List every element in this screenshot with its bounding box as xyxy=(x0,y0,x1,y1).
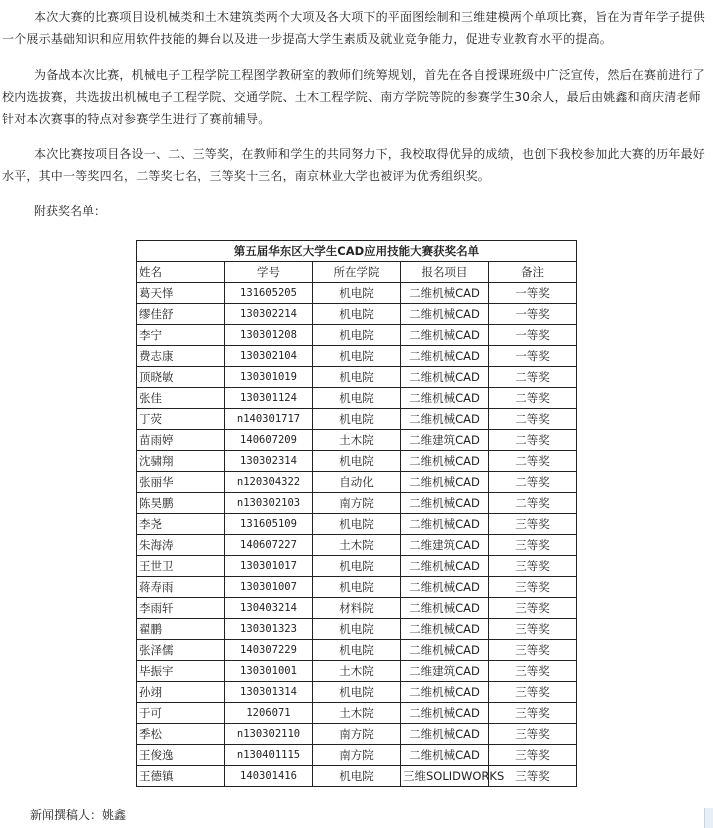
table-row xyxy=(137,619,577,640)
cell-name: 王世卫 xyxy=(137,556,225,577)
cell-name: 李尧 xyxy=(137,514,225,535)
header-student-id: 学号 xyxy=(225,262,313,283)
table-row xyxy=(137,388,577,409)
cell-student-id: 130301323 xyxy=(225,619,313,640)
cell-project: 二维机械CAD xyxy=(401,367,489,388)
cell-award: 一等奖 xyxy=(489,304,577,325)
cell-award: 二等奖 xyxy=(489,430,577,451)
cell-award: 二等奖 xyxy=(489,493,577,514)
header-project: 报名项目 xyxy=(401,262,489,283)
awards-table-container xyxy=(136,240,577,787)
table-header-row xyxy=(137,262,577,283)
cell-project: 二维机械CAD xyxy=(401,325,489,346)
cell-college: 机电院 xyxy=(313,766,401,787)
cell-name: 李宁 xyxy=(137,325,225,346)
cell-award: 三等奖 xyxy=(489,682,577,703)
cell-award: 二等奖 xyxy=(489,472,577,493)
cell-award: 一等奖 xyxy=(489,283,577,304)
cell-name: 朱海涛 xyxy=(137,535,225,556)
cell-project: 二维机械CAD xyxy=(401,472,489,493)
scroll-indicator[interactable] xyxy=(704,808,713,828)
table-row xyxy=(137,430,577,451)
cell-college: 自动化 xyxy=(313,472,401,493)
cell-college: 土木院 xyxy=(313,535,401,556)
cell-name: 丁荧 xyxy=(137,409,225,430)
cell-name: 王俊逸 xyxy=(137,745,225,766)
cell-college: 南方院 xyxy=(313,493,401,514)
header-name: 姓名 xyxy=(137,262,225,283)
cell-award: 三等奖 xyxy=(489,724,577,745)
cell-name: 孙翊 xyxy=(137,682,225,703)
cell-award: 三等奖 xyxy=(489,703,577,724)
cell-award: 一等奖 xyxy=(489,346,577,367)
cell-student-id: n130401115 xyxy=(225,745,313,766)
cell-name: 毕振宇 xyxy=(137,661,225,682)
cell-college: 机电院 xyxy=(313,451,401,472)
paragraph-preparation: 为备战本次比赛，机械电子工程学院工程图学教研室的教师们统筹规划，首先在各自授课班级中广泛宣传，然后在赛前进行了校内选拔赛，共选拔出机械电子工程学院、交通学院、土木工程学院、南方学院等院的参赛学生30余人，最后由姚鑫和商庆清老师针对本次赛事的特点对参赛学生进行了赛前辅导。 xyxy=(2,68,706,126)
cell-college: 机电院 xyxy=(313,556,401,577)
cell-college: 机电院 xyxy=(313,346,401,367)
cell-college: 机电院 xyxy=(313,367,401,388)
cell-project: 二维机械CAD xyxy=(401,493,489,514)
cell-name: 王德镇 xyxy=(137,766,225,787)
cell-college: 机电院 xyxy=(313,682,401,703)
cell-student-id: 130301017 xyxy=(225,556,313,577)
table-row xyxy=(137,451,577,472)
cell-award: 三等奖 xyxy=(489,514,577,535)
attachment-label: 附获奖名单： xyxy=(34,204,107,218)
cell-name: 季松 xyxy=(137,724,225,745)
table-row xyxy=(137,472,577,493)
table-row xyxy=(137,640,577,661)
table-row xyxy=(137,493,577,514)
cell-name: 顶晓敏 xyxy=(137,367,225,388)
cell-college: 机电院 xyxy=(313,619,401,640)
cell-student-id: 140607209 xyxy=(225,430,313,451)
cell-award: 二等奖 xyxy=(489,367,577,388)
cell-award: 三等奖 xyxy=(489,556,577,577)
cell-student-id: 130302314 xyxy=(225,451,313,472)
cell-student-id: 130302214 xyxy=(225,304,313,325)
cell-student-id: 140301416 xyxy=(225,766,313,787)
cell-student-id: 130301314 xyxy=(225,682,313,703)
cell-college: 机电院 xyxy=(313,577,401,598)
cell-name: 于可 xyxy=(137,703,225,724)
table-row xyxy=(137,745,577,766)
table-row xyxy=(137,766,577,787)
cell-student-id: 130403214 xyxy=(225,598,313,619)
paragraph-results: 本次比赛按项目各设一、二、三等奖，在教师和学生的共同努力下，我校取得优异的成绩，也创下我校参加此大赛的历年最好水平，其中一等奖四名，二等奖七名，三等奖十三名，南京林业大学也被评为优秀组织奖。 xyxy=(2,147,706,183)
cell-project: 二维机械CAD xyxy=(401,514,489,535)
cell-college: 土木院 xyxy=(313,703,401,724)
cell-college: 机电院 xyxy=(313,304,401,325)
cell-name: 李雨轩 xyxy=(137,598,225,619)
cell-college: 机电院 xyxy=(313,283,401,304)
cell-award: 三等奖 xyxy=(489,577,577,598)
table-row xyxy=(137,304,577,325)
cell-student-id: 130301124 xyxy=(225,388,313,409)
cell-project: 二维机械CAD xyxy=(401,388,489,409)
cell-award: 一等奖 xyxy=(489,325,577,346)
table-row xyxy=(137,535,577,556)
cell-student-id: 140607227 xyxy=(225,535,313,556)
cell-name: 张丽华 xyxy=(137,472,225,493)
cell-project: 二维机械CAD xyxy=(401,703,489,724)
cell-project: 二维机械CAD xyxy=(401,640,489,661)
cell-project: 二维机械CAD xyxy=(401,724,489,745)
cell-student-id: 131605205 xyxy=(225,283,313,304)
header-college: 所在学院 xyxy=(313,262,401,283)
cell-award: 二等奖 xyxy=(489,451,577,472)
cell-project: 二维建筑CAD xyxy=(401,430,489,451)
cell-project: 二维机械CAD xyxy=(401,682,489,703)
cell-college: 南方院 xyxy=(313,745,401,766)
cell-project: 二维机械CAD xyxy=(401,346,489,367)
cell-student-id: n120304322 xyxy=(225,472,313,493)
cell-award: 三等奖 xyxy=(489,745,577,766)
cell-student-id: 1206071 xyxy=(225,703,313,724)
cell-project: 二维机械CAD xyxy=(401,283,489,304)
cell-student-id: 140307229 xyxy=(225,640,313,661)
cell-student-id: 130301019 xyxy=(225,367,313,388)
cell-student-id: n140301717 xyxy=(225,409,313,430)
paragraph-intro: 本次大赛的比赛项目设机械类和土木建筑类两个大项及各大项下的平面图绘制和三维建模两个单项比赛，旨在为青年学子提供一个展示基础知识和应用软件技能的舞台以及进一步提高大学生素质及就业竞争能力，促进专业教育水平的提高。 xyxy=(2,10,706,46)
cell-award: 三等奖 xyxy=(489,661,577,682)
table-row xyxy=(137,724,577,745)
cell-name: 缪佳舒 xyxy=(137,304,225,325)
cell-name: 陈昊鹏 xyxy=(137,493,225,514)
cell-name: 费志康 xyxy=(137,346,225,367)
table-row xyxy=(137,409,577,430)
table-title: 第五届华东区大学生CAD应用技能大赛获奖名单 xyxy=(137,241,577,262)
cell-name: 葛天怿 xyxy=(137,283,225,304)
cell-project: 二维机械CAD xyxy=(401,745,489,766)
cell-name: 张泽儒 xyxy=(137,640,225,661)
cell-project: 三维SOLIDWORKS xyxy=(401,766,489,787)
cell-award: 三等奖 xyxy=(489,766,577,787)
cell-project: 二维机械CAD xyxy=(401,409,489,430)
cell-student-id: n130302110 xyxy=(225,724,313,745)
cell-award: 二等奖 xyxy=(489,388,577,409)
cell-college: 材料院 xyxy=(313,598,401,619)
cell-name: 蒋寿雨 xyxy=(137,577,225,598)
cell-college: 机电院 xyxy=(313,640,401,661)
cell-project: 二维机械CAD xyxy=(401,304,489,325)
news-author: 新闻撰稿人：姚鑫 xyxy=(30,808,127,822)
cell-award: 三等奖 xyxy=(489,640,577,661)
table-title-row xyxy=(137,241,577,262)
cell-college: 土木院 xyxy=(313,661,401,682)
cell-student-id: 131605109 xyxy=(225,514,313,535)
table-row xyxy=(137,325,577,346)
table-row xyxy=(137,682,577,703)
cell-student-id: 130301208 xyxy=(225,325,313,346)
cell-student-id: 130301007 xyxy=(225,577,313,598)
cell-college: 机电院 xyxy=(313,325,401,346)
cell-project: 二维机械CAD xyxy=(401,451,489,472)
cell-award: 三等奖 xyxy=(489,598,577,619)
cell-name: 张佳 xyxy=(137,388,225,409)
cell-project: 二维建筑CAD xyxy=(401,535,489,556)
cell-project: 二维机械CAD xyxy=(401,619,489,640)
table-row xyxy=(137,598,577,619)
cell-college: 土木院 xyxy=(313,430,401,451)
cell-student-id: n130302103 xyxy=(225,493,313,514)
cell-project: 二维机械CAD xyxy=(401,598,489,619)
cell-student-id: 130302104 xyxy=(225,346,313,367)
cell-project: 二维机械CAD xyxy=(401,556,489,577)
cell-college: 机电院 xyxy=(313,514,401,535)
table-row xyxy=(137,346,577,367)
cell-college: 机电院 xyxy=(313,388,401,409)
cell-college: 南方院 xyxy=(313,724,401,745)
cell-name: 沈骕翔 xyxy=(137,451,225,472)
cell-name: 翟鹏 xyxy=(137,619,225,640)
cell-student-id: 130301001 xyxy=(225,661,313,682)
table-row xyxy=(137,703,577,724)
cell-award: 三等奖 xyxy=(489,619,577,640)
header-note: 备注 xyxy=(489,262,577,283)
table-row xyxy=(137,367,577,388)
cell-award: 二等奖 xyxy=(489,409,577,430)
cell-project: 二维建筑CAD xyxy=(401,661,489,682)
table-row xyxy=(137,514,577,535)
table-row xyxy=(137,577,577,598)
cell-college: 机电院 xyxy=(313,409,401,430)
cell-project: 二维机械CAD xyxy=(401,577,489,598)
table-row xyxy=(137,283,577,304)
table-row xyxy=(137,661,577,682)
cell-award: 三等奖 xyxy=(489,535,577,556)
table-row xyxy=(137,556,577,577)
cell-name: 苗雨婷 xyxy=(137,430,225,451)
awards-table xyxy=(136,240,577,787)
